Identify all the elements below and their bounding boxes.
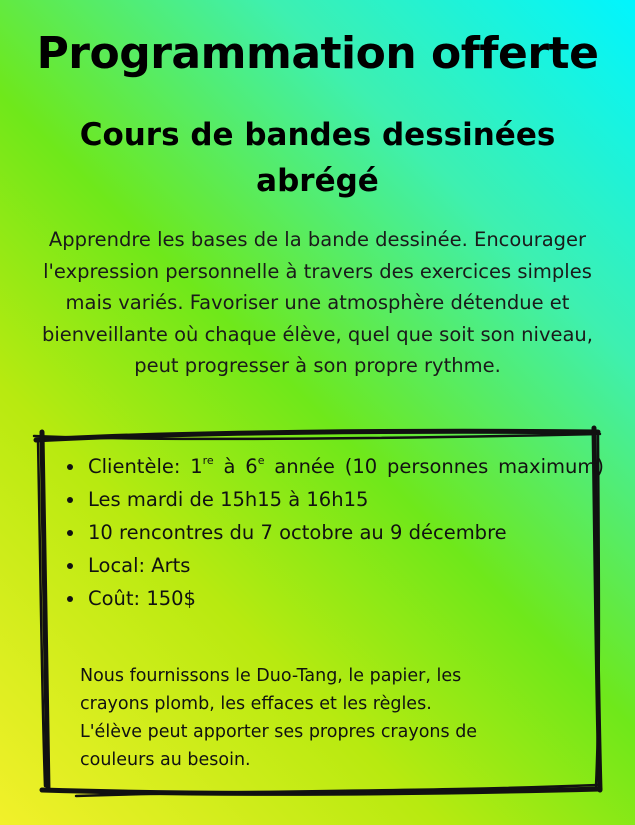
course-title: Cours de bandes dessinées abrégé xyxy=(79,117,556,199)
list-item-sessions: • 10 rencontres du 7 octobre au 9 décembre xyxy=(86,516,604,549)
note-line: L'élève peut apporter ses propres crayons de xyxy=(80,722,478,742)
page-title: Programmation offerte xyxy=(36,28,599,79)
note-line: crayons plomb, les effaces et les règles. xyxy=(80,694,432,714)
grade-from: 1re xyxy=(190,454,214,478)
clientele-label: Clientèle: xyxy=(88,455,181,478)
list-item-clientele: • Clientèle: 1re à 6e année (10 personnes maximum) xyxy=(86,450,604,483)
intro-paragraph: Apprendre les bases de la bande dessinée. Encourager l'expression personnelle à travers des exercices simples mais variés. Favoriser une atmosphère détendue et bienveillante où chaque élève, quel que soit son niveau, peut progresser à son propre rythme. xyxy=(42,228,593,377)
course-details-list xyxy=(58,450,604,615)
list-item-cost: • Coût: 150$ xyxy=(86,582,604,615)
note-line: Nous fournissons le Duo-Tang, le papier, les xyxy=(80,666,462,686)
note-line: couleurs au besoin. xyxy=(80,750,251,770)
list-item-schedule: • Les mardi de 15h15 à 16h15 xyxy=(86,483,604,516)
grade-to: 6e xyxy=(245,454,265,478)
list-item-location: • Local: Arts xyxy=(86,549,604,582)
capacity: (10 personnes maximum) xyxy=(344,455,604,478)
supplies-note xyxy=(80,662,560,774)
